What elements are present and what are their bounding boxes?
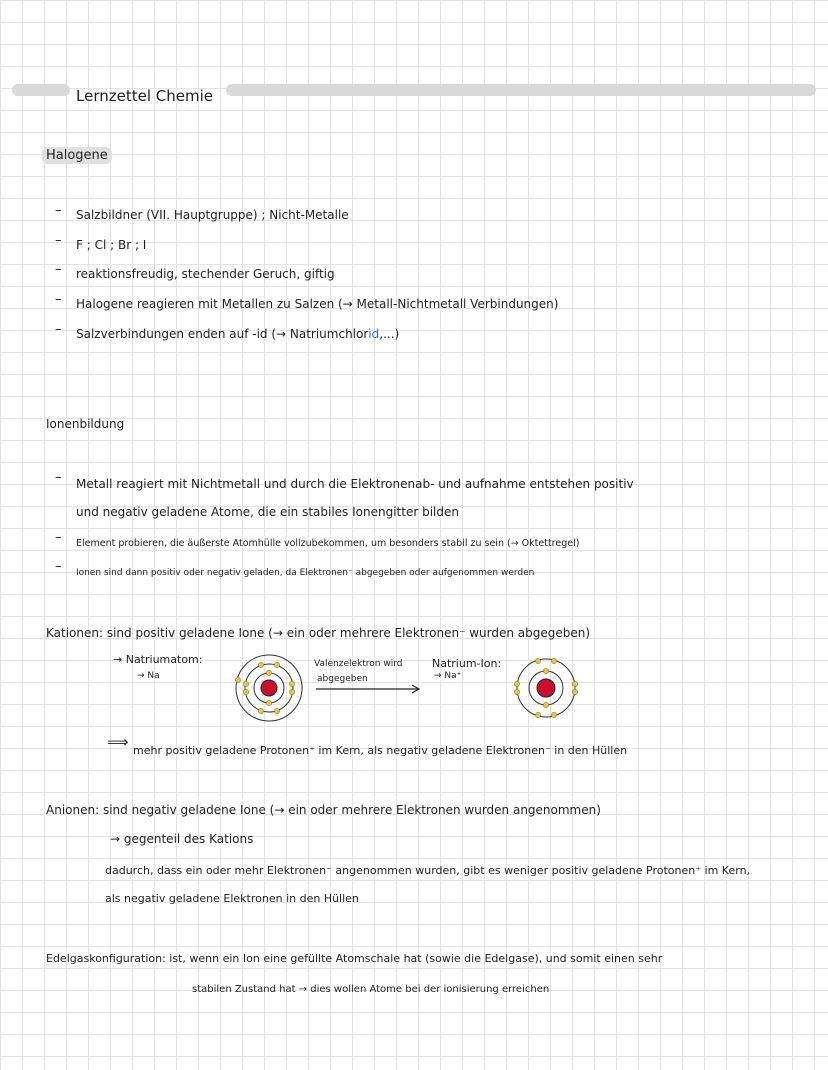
header-bar-left bbox=[12, 84, 70, 96]
anionen-expl-2: als negativ geladene Elektronen in den Hüllen bbox=[105, 892, 359, 905]
bullet-dash: – bbox=[55, 203, 62, 218]
implies-icon: ⟹ bbox=[107, 733, 129, 751]
halogene-bullet-4: Halogene reagieren mit Metallen zu Salzen (→ Metall-Nichtmetall Verbindungen) bbox=[76, 297, 559, 311]
bullet5-suffix: ,...) bbox=[379, 327, 400, 341]
bullet-dash: – bbox=[55, 470, 62, 485]
reaction-arrow-icon bbox=[314, 683, 424, 695]
page-title: Lernzettel Chemie bbox=[76, 87, 213, 105]
kationen-conclusion: mehr positiv geladene Protonen⁺ im Kern, als negativ geladene Elektronen⁻ in den Hüllen bbox=[133, 744, 628, 757]
arrow-text-2: abgegeben bbox=[317, 674, 368, 684]
ionenbildung-bullet-2: Element probieren, die äußerste Atomhülle vollzubekommen, um besonders stabil zu sein (→ Oktettregel) bbox=[76, 538, 580, 549]
edelgas-line-1: Edelgaskonfiguration: ist, wenn ein Ion eine gefüllte Atomschale hat (sowie die Edelgase), und somit einen sehr bbox=[46, 952, 663, 965]
halogene-bullet-3: reaktionsfreudig, stechender Geruch, giftig bbox=[76, 267, 335, 281]
bullet5-highlight: id bbox=[368, 327, 380, 341]
natrium-ion-symbol: → Na⁺ bbox=[434, 671, 462, 681]
bullet-dash: – bbox=[55, 559, 62, 574]
atom-nucleus bbox=[261, 680, 277, 696]
bullet-dash: – bbox=[55, 292, 62, 307]
halogene-bullet-1: Salzbildner (VII. Hauptgruppe) ; Nicht-Metalle bbox=[76, 208, 349, 222]
natriumatom-symbol: → Na bbox=[137, 671, 160, 681]
edelgas-line-2: stabilen Zustand hat → dies wollen Atome bei der ionisierung erreichen bbox=[192, 984, 550, 995]
section-heading-halogene bbox=[42, 148, 112, 163]
anionen-line: Anionen: sind negativ geladene Ione (→ ein oder mehrere Elektronen wurden angenommen) bbox=[46, 803, 601, 817]
bullet-dash: – bbox=[55, 322, 62, 337]
sodium-atom-diagram bbox=[233, 652, 305, 724]
bullet5-prefix: Salzverbindungen enden auf -id (→ Natriumchlor bbox=[76, 327, 369, 341]
halogene-bullet-5 bbox=[76, 327, 399, 341]
ionenbildung-bullet-3: Ionen sind dann positiv oder negativ geladen, da Elektronen⁻ abgegeben oder aufgenommen werden bbox=[76, 568, 535, 578]
section-heading-ionenbildung: Ionenbildung bbox=[46, 417, 125, 431]
ionenbildung-bullet-1-line-1: Metall reagiert mit Nichtmetall und durch die Elektronenab- und aufnahme entstehen positiv bbox=[76, 477, 634, 491]
arrow-text-1: Valenzelektron wird bbox=[314, 659, 403, 669]
ion-nucleus bbox=[537, 679, 555, 697]
bullet-dash: – bbox=[55, 530, 62, 545]
anionen-expl-1: dadurch, dass ein oder mehr Elektronen⁻ angenommen wurden, gibt es weniger positiv geladene Protonen⁺ im Kern, bbox=[105, 864, 751, 877]
kationen-line: Kationen: sind positiv geladene Ione (→ ein oder mehrere Elektronen⁻ wurden abgegeben) bbox=[46, 626, 591, 640]
halogene-bullet-2: F ; Cl ; Br ; I bbox=[76, 238, 147, 252]
ionenbildung-bullet-1-line-2: und negativ geladene Atome, die ein stabiles Ionengitter bilden bbox=[76, 505, 459, 519]
anionen-sub: → gegenteil des Kations bbox=[110, 832, 254, 846]
natriumatom-label: → Natriumatom: bbox=[113, 653, 203, 666]
header-bar-right bbox=[226, 84, 816, 96]
bullet-dash: – bbox=[55, 262, 62, 277]
sodium-ion-diagram bbox=[511, 653, 581, 723]
natrium-ion-label: Natrium-Ion: bbox=[432, 657, 502, 670]
halogene-heading-text: Halogene bbox=[42, 147, 112, 164]
bullet-dash: – bbox=[55, 233, 62, 248]
